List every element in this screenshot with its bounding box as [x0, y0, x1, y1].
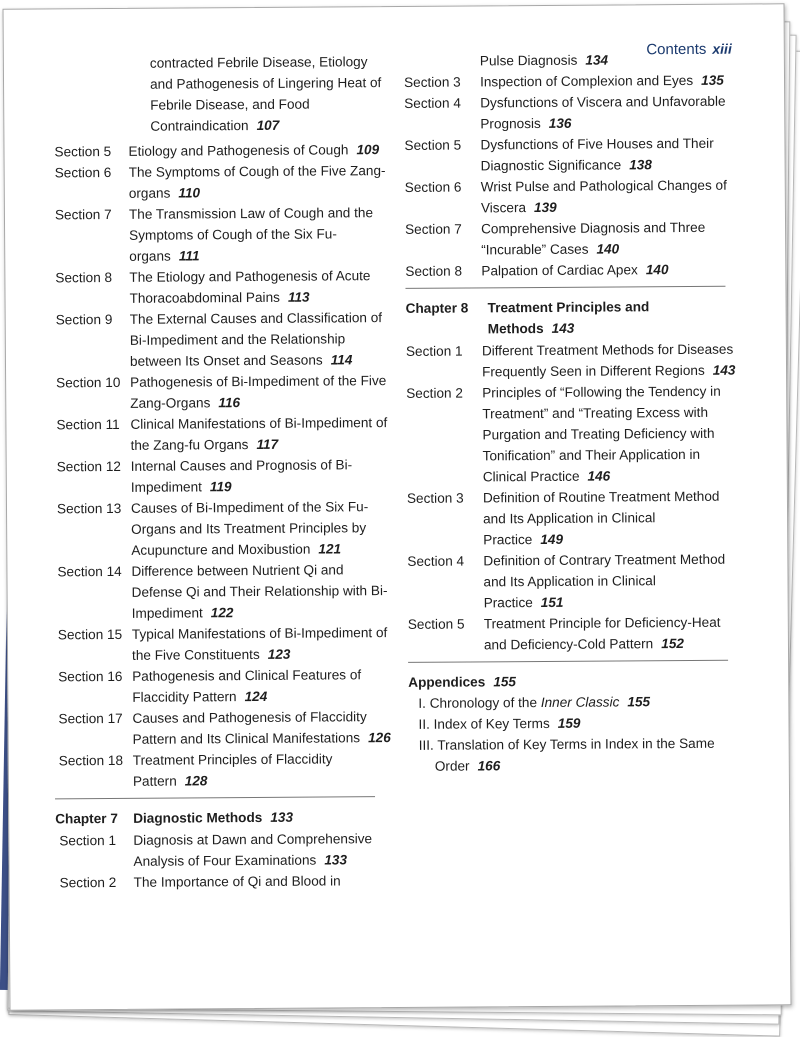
toc-entry: [53, 496, 393, 561]
appendices-title: Appendices: [408, 674, 486, 690]
chapter-heading: [406, 296, 736, 340]
chapter-page: 133: [270, 809, 294, 825]
entry-page: 133: [324, 852, 348, 868]
section-label: Section 5: [404, 137, 462, 153]
entry-page: 134: [585, 52, 609, 68]
entry-text: Dysfunctions of Five Houses and Their Diagnostic Significance: [480, 135, 714, 174]
section-label: Section 1: [405, 343, 463, 359]
toc-entry-continued: [50, 51, 391, 137]
entry-text: The Symptoms of Cough of the Five Zang-organs: [128, 163, 386, 201]
entry-page: 152: [661, 636, 684, 652]
entry-page: 140: [596, 241, 620, 257]
toc-entry: [404, 70, 734, 93]
entry-page: 114: [330, 352, 353, 368]
section-label: Section 2: [406, 385, 463, 401]
entry-page: 107: [256, 117, 280, 133]
appendix-text: III. Translation of Key Terms in Index in the Same Order: [418, 735, 715, 774]
entry-page: 128: [184, 773, 208, 789]
toc-entry: [408, 612, 738, 656]
entry-text: Comprehensive Diagnosis and Three “Incurable” Cases: [481, 219, 706, 258]
section-label: Section 17: [58, 710, 123, 727]
appendices-heading: [408, 670, 738, 693]
section-label: Section 12: [56, 458, 122, 475]
section-label: Section 4: [407, 553, 465, 569]
entry-text: Causes of Bi-Impediment of the Six Fu-Organs and Its Treatment Principles by Acupuncture and Moxibustion: [130, 499, 369, 558]
chapter-label: Chapter 7: [55, 810, 118, 827]
section-label: Section 11: [56, 416, 120, 433]
section-label: Section 3: [403, 74, 461, 90]
section-label: Section 8: [405, 263, 463, 279]
entry-page: 117: [256, 436, 279, 452]
chapter-title: Treatment Principles and Methods: [487, 299, 650, 337]
toc-entry: [404, 91, 734, 135]
entry-page: 149: [540, 531, 564, 547]
entry-text: Pulse Diagnosis: [479, 52, 578, 69]
entry-text: Diagnosis at Dawn and Comprehensive Analysis of Four Examinations: [133, 831, 373, 869]
section-label: Section 18: [58, 752, 124, 769]
chapter-title: Diagnostic Methods: [133, 809, 263, 826]
toc-entry: [52, 370, 392, 414]
contents-page: [3, 3, 792, 1010]
header-page-number: xiii: [712, 40, 732, 57]
toc-entry: [56, 870, 396, 893]
section-label: Section 3: [406, 490, 464, 506]
appendix-italic-title: Inner Classic: [540, 694, 620, 711]
toc-entry: [54, 664, 394, 708]
chapter-page: 143: [551, 320, 575, 336]
section-label: Section 7: [54, 206, 112, 223]
entry-text: Principles of “Following the Tendency in Treatment” and “Treating Excess with Purgation and Treating Deficiency with Tonification” and Their Application in Clinical Practice: [482, 383, 721, 485]
entry-page: 119: [209, 479, 232, 495]
entry-text: Different Treatment Methods for Diseases Frequently Seen in Different Regions: [481, 341, 734, 380]
section-label: Section 2: [59, 874, 117, 891]
entry-text: Causes and Pathogenesis of Flaccidity Pattern and Its Clinical Manifestations: [132, 709, 367, 747]
toc-entry: [407, 486, 737, 551]
toc-entry: [55, 748, 395, 792]
chapter-heading: [55, 806, 395, 829]
toc-entry: [53, 559, 393, 624]
entry-page: 109: [356, 142, 380, 158]
entry-page: 122: [210, 605, 234, 621]
entry-page: 110: [178, 185, 201, 201]
entry-text: Palpation of Cardiac Apex: [481, 262, 638, 279]
section-label: Section 14: [57, 563, 122, 580]
appendices-page: 155: [493, 674, 517, 690]
entry-text: Wrist Pulse and Pathological Changes of Viscera: [480, 177, 727, 216]
toc-entry: [407, 549, 737, 614]
entry-page: 151: [540, 594, 564, 610]
entry-page: 139: [533, 199, 557, 216]
entry-text: The Importance of Qi and Blood in: [133, 873, 341, 890]
section-label: Section 4: [404, 95, 461, 111]
header-title: Contents: [646, 40, 707, 59]
toc-entry: [51, 265, 391, 309]
toc-entry: [53, 454, 393, 498]
toc-entry: [55, 828, 395, 872]
section-label: Section 16: [58, 668, 123, 685]
section-label: Section 10: [56, 374, 121, 391]
toc-entry: [405, 175, 735, 219]
section-label: Section 8: [55, 269, 113, 286]
section-label: Section 1: [59, 832, 117, 849]
toc-entry: [54, 622, 394, 666]
entry-text: Inspection of Complexion and Eyes: [479, 72, 694, 90]
entry-page: 146: [587, 468, 611, 484]
entry-page: 123: [267, 646, 291, 662]
entry-text: Pathogenesis of Bi-Impediment of the Five Zang-Organs: [130, 373, 387, 411]
entry-page: 116: [218, 395, 241, 411]
entry-text: Clinical Manifestations of Bi-Impediment of the Zang-fu Organs: [130, 415, 388, 453]
section-label: Section 6: [404, 179, 462, 195]
entry-text: contracted Febrile Disease, Etiology and Pathogenesis of Lingering Heat of Febrile Disease, and Food Contraindication: [149, 54, 382, 134]
section-label: Section 6: [54, 164, 112, 181]
section-label: Section 5: [54, 143, 112, 160]
chapter-divider: [55, 796, 375, 799]
appendix-item: [408, 691, 738, 714]
entry-page: 135: [701, 72, 724, 88]
entry-text: Difference between Nutrient Qi and Defense Qi and Their Relationship with Bi-Impediment: [131, 562, 388, 621]
left-column: [50, 51, 396, 893]
toc-entry: [52, 412, 392, 456]
entry-page: 121: [318, 541, 342, 557]
entry-page: 124: [244, 688, 268, 705]
entry-text: Definition of Routine Treatment Method and Its Application in Clinical Practice: [482, 488, 720, 548]
appendix-page: 159: [557, 715, 581, 731]
entry-page: 126: [367, 730, 391, 746]
appendix-page: 166: [477, 758, 501, 774]
toc-entry: [406, 339, 736, 383]
toc-entry: [52, 307, 392, 372]
chapter-divider: [405, 286, 725, 289]
toc-entry: [51, 160, 391, 204]
entry-text: The External Causes and Classification of Bi-Impediment and the Relationship between Its Onset and Seasons: [129, 310, 383, 369]
toc-entry: [54, 706, 394, 750]
toc-entry: [405, 259, 735, 282]
section-label: Section 15: [57, 626, 123, 643]
entry-page: 143: [712, 362, 736, 378]
entry-text: Typical Manifestations of Bi-Impediment of the Five Constituents: [131, 625, 388, 663]
section-label: Section 7: [405, 221, 462, 237]
entry-text: Etiology and Pathogenesis of Cough: [128, 142, 349, 159]
entry-page: 140: [645, 262, 669, 278]
section-label: Section 5: [407, 616, 465, 632]
entry-text: The Transmission Law of Cough and the Symptoms of Cough of the Six Fu-organs: [128, 205, 374, 264]
entry-page: 136: [548, 115, 572, 131]
appendix-page: 155: [627, 694, 651, 710]
entry-text: Definition of Contrary Treatment Method and Its Application in Clinical Practice: [483, 551, 726, 611]
entry-text: Internal Causes and Prognosis of Bi-Impediment: [130, 457, 353, 495]
appendices-divider: [408, 660, 728, 663]
right-column: [404, 49, 739, 777]
chapter-label: Chapter 8: [405, 300, 469, 316]
entry-page: 113: [287, 289, 310, 305]
toc-entry: [406, 381, 737, 488]
section-label: Section 13: [56, 500, 122, 517]
entry-page: 111: [178, 248, 200, 264]
appendix-text: I. Chronology of the: [418, 695, 541, 711]
entry-text: The Etiology and Pathogenesis of Acute Thoracoabdominal Pains: [129, 268, 371, 306]
entry-page: 138: [629, 157, 652, 173]
entry-text: Treatment Principle for Deficiency-Heat and Deficiency-Cold Pattern: [483, 614, 721, 653]
entry-text: Treatment Principles of Flaccidity Pattern: [132, 751, 333, 789]
section-label: Section 9: [55, 311, 113, 328]
entry-text: Pathogenesis and Clinical Features of Flaccidity Pattern: [132, 667, 362, 705]
toc-entry: [51, 202, 391, 267]
entry-text: Dysfunctions of Viscera and Unfavorable Prognosis: [480, 93, 726, 132]
appendix-item: [408, 712, 738, 735]
toc-entry: [404, 133, 734, 177]
toc-entry: [405, 217, 735, 261]
appendix-item: [409, 733, 739, 777]
appendix-text: II. Index of Key Terms: [418, 715, 550, 732]
toc-entry: [50, 139, 390, 162]
toc-entry-continued: [404, 49, 734, 72]
